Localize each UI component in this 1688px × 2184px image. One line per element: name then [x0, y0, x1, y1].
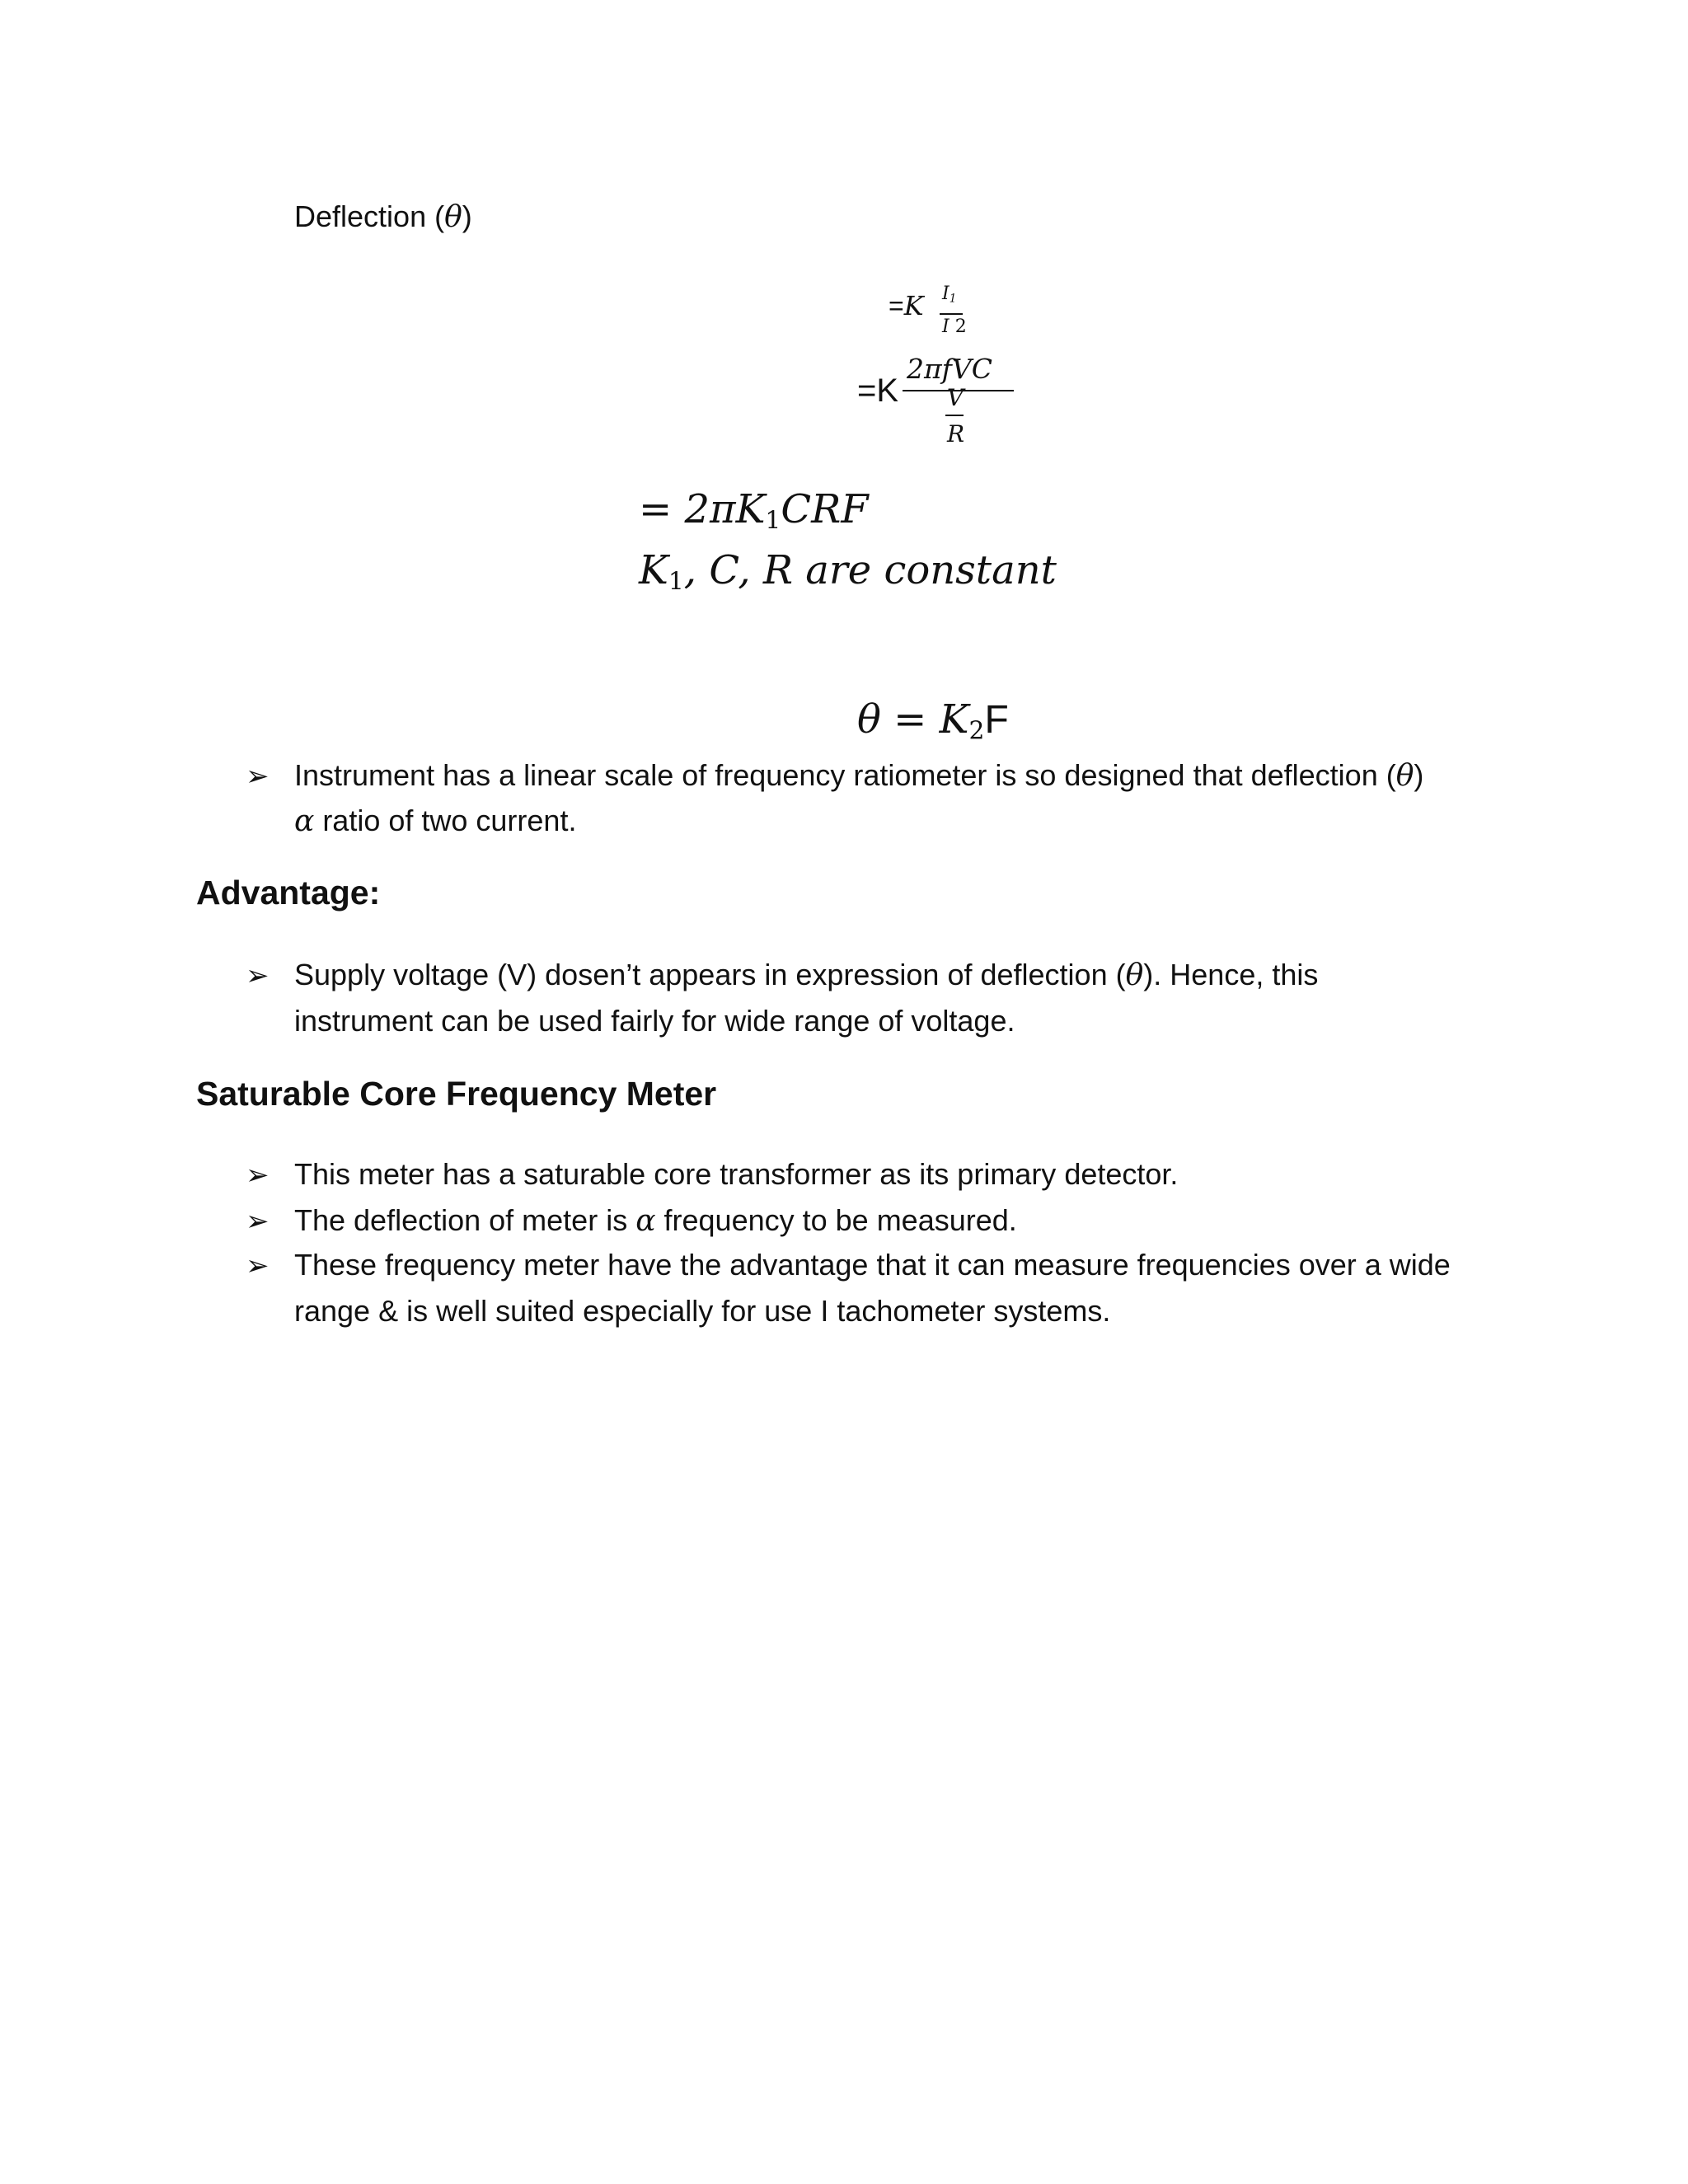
- eq4-rest: , C, R are constant: [683, 547, 1057, 593]
- theta-symbol: θ: [444, 200, 462, 234]
- deflection-label-text: Deflection (: [294, 199, 445, 233]
- eq4-sub: 1: [668, 567, 684, 597]
- eq2-denominator-v: V: [947, 384, 964, 411]
- eq1-k: K: [903, 290, 924, 321]
- eq2-denominator-r: R: [947, 420, 965, 448]
- bullet-arrow-icon: ➢: [246, 959, 270, 992]
- alpha-symbol: α: [294, 804, 315, 838]
- bullet-instrument-text2: ratio of two current.: [314, 804, 577, 837]
- eq2-numerator: 2πfVC: [907, 353, 992, 385]
- eq3-rest: CRF: [781, 486, 869, 532]
- eq3-main: = 2πK: [639, 486, 766, 532]
- eq4-k: K: [639, 547, 668, 593]
- eq1-numerator: [942, 284, 956, 305]
- eq5-sub: 2: [968, 716, 985, 746]
- saturable-bullet-3-line2: range & is well suited especially for use I tachometer systems.: [294, 1294, 1111, 1328]
- theta-symbol: θ: [1395, 759, 1414, 793]
- eq5-rhs: F: [984, 698, 1009, 742]
- bullet-instrument-line1: [294, 758, 1423, 793]
- advantage-text-a: Supply voltage (V) dosen’t appears in expression of deflection (: [294, 958, 1126, 991]
- advantage-bullet-line2: instrument can be used fairly for wide range of voltage.: [294, 1004, 1015, 1038]
- saturable-bullet-2: [294, 1203, 1017, 1238]
- deflection-label-close: ): [462, 199, 472, 233]
- deflection-label: [294, 199, 472, 234]
- eq3-result: [639, 486, 869, 535]
- eq1-den-sub: 2: [954, 316, 967, 337]
- eq2-inner-bar: [945, 415, 964, 416]
- saturable-heading: Saturable Core Frequency Meter: [196, 1075, 717, 1113]
- bullet-arrow-icon: ➢: [246, 1159, 270, 1192]
- saturable-b2-text-b: frequency to be measured.: [655, 1203, 1017, 1237]
- saturable-b2-text-a: The deflection of meter is: [294, 1203, 636, 1237]
- bullet-arrow-icon: ➢: [246, 1249, 270, 1282]
- eq2-prefix: =K: [857, 373, 899, 409]
- eq5-final: [857, 696, 1009, 745]
- advantage-bullet-line1: [294, 958, 1318, 992]
- theta-symbol: θ: [1125, 958, 1144, 992]
- eq1-equals: =: [889, 291, 904, 321]
- eq1-fraction-bar: [940, 313, 963, 315]
- saturable-bullet-3-line1: These frequency meter have the advantage that it can measure frequencies over a wide: [294, 1248, 1451, 1282]
- bullet-instrument-close: ): [1414, 758, 1424, 792]
- bullet-instrument-text: Instrument has a linear scale of frequency ratiometer is so designed that deflection (: [294, 758, 1396, 792]
- advantage-heading: Advantage:: [196, 874, 381, 912]
- bullet-instrument-line2: [294, 804, 576, 838]
- advantage-text-b: ). Hence, this: [1143, 958, 1319, 991]
- eq1-num-sub: 1: [949, 292, 957, 306]
- saturable-bullet-1: This meter has a saturable core transformer as its primary detector.: [294, 1157, 1179, 1191]
- bullet-arrow-icon: ➢: [246, 760, 270, 793]
- bullet-arrow-icon: ➢: [246, 1205, 270, 1238]
- eq4-constants: [639, 547, 1057, 596]
- eq5-lhs: θ = K: [857, 696, 969, 743]
- equation-ratio-currents: [889, 290, 924, 321]
- eq1-num-i: I: [942, 284, 950, 304]
- eq3-sub: 1: [765, 506, 781, 536]
- eq1-den-i: I: [942, 316, 950, 337]
- alpha-symbol: α: [635, 1204, 656, 1238]
- eq1-denominator: [942, 316, 967, 337]
